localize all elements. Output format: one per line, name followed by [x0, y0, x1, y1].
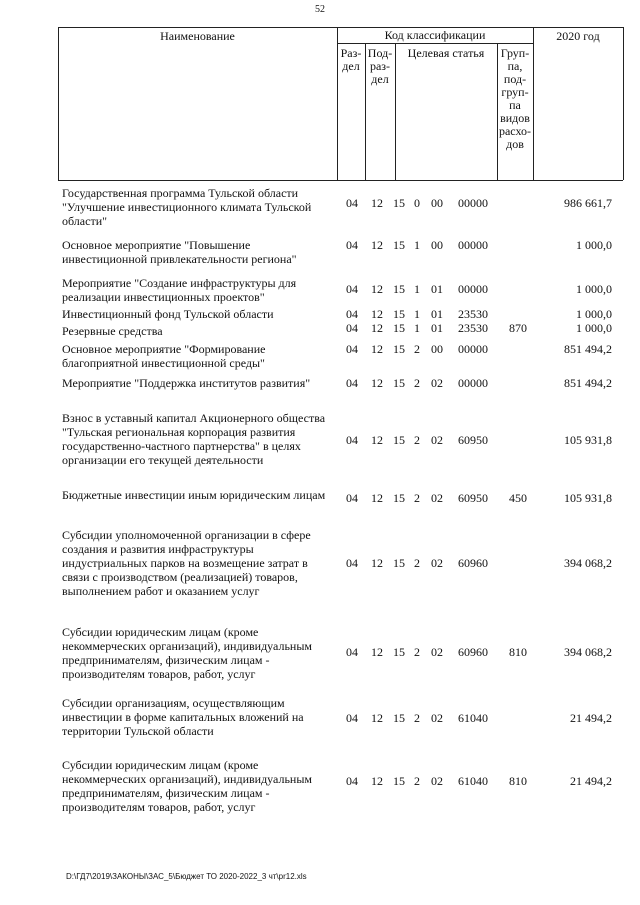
- row-code-c2: 2: [414, 491, 420, 505]
- header-razdel: Раз- дел: [340, 46, 362, 73]
- row-code-rz: 04: [346, 645, 358, 659]
- row-name: Мероприятие "Создание инфраструктуры для реализации инвестиционных проектов": [62, 276, 297, 304]
- row-code-rz: 04: [346, 376, 358, 390]
- row-name: Субсидии организациям, осуществляющим инвестиции в форме капитальных вложений на территории Тульской области: [62, 696, 304, 738]
- row-code-pr: 12: [371, 307, 383, 321]
- row-code-pr: 12: [371, 645, 383, 659]
- row-name: Резервные средства: [62, 324, 163, 338]
- row-code-c3: 02: [431, 376, 443, 390]
- row-code-rz: 04: [346, 307, 358, 321]
- row-code-pr: 12: [371, 321, 383, 335]
- row-name: Государственная программа Тульской области "Улучшение инвестиционного климата Тульской области": [62, 186, 312, 228]
- header-year: 2020 год: [556, 29, 600, 43]
- row-code-rz: 04: [346, 433, 358, 447]
- row-code-c2: 1: [414, 238, 420, 252]
- row-code-c3: 01: [431, 282, 443, 296]
- row-code-pr: 12: [371, 491, 383, 505]
- row-code-c4: 00000: [458, 238, 488, 252]
- row-code-pr: 12: [371, 711, 383, 725]
- row-amount: 1 000,0: [576, 321, 612, 335]
- group-col-divider: [533, 27, 534, 180]
- row-amount: 1 000,0: [576, 282, 612, 296]
- row-amount: 105 931,8: [564, 491, 612, 505]
- row-code-rz: 04: [346, 238, 358, 252]
- row-code-c1: 15: [393, 196, 405, 210]
- row-code-rz: 04: [346, 491, 358, 505]
- page-number: 52: [315, 4, 325, 15]
- row-code-c2: 1: [414, 307, 420, 321]
- row-amount: 394 068,2: [564, 645, 612, 659]
- row-code-c1: 15: [393, 711, 405, 725]
- row-name: Взнос в уставный капитал Акционерного общества "Тульская региональная корпорация развития государственно-частного партнерства" в целях организации его текущей деятельности: [62, 411, 326, 467]
- row-code-rz: 04: [346, 711, 358, 725]
- row-code-c1: 15: [393, 774, 405, 788]
- row-code-c2: 0: [414, 196, 420, 210]
- table-header: [58, 27, 623, 180]
- row-code-c4: 00000: [458, 282, 488, 296]
- row-name: Субсидии уполномоченной организации в сфере создания и развития инфраструктуры индустриальных парков на возмещение затрат в связи с производством (реализацией) товаров, выполнением работ и оказанием услуг: [62, 528, 311, 598]
- row-code-rz: 04: [346, 282, 358, 296]
- file-path-footer: D:\ГД7\2019\ЗАКОНЫ\ЗАС_5\Бюджет ТО 2020-2022_3 чт\pr12.xls: [66, 872, 307, 881]
- row-code-c4: 23530: [458, 307, 488, 321]
- row-amount: 21 494,2: [570, 774, 612, 788]
- row-code-c3: 02: [431, 433, 443, 447]
- row-name: Субсидии юридическим лицам (кроме некоммерческих организаций), индивидуальным предпринимателям, физическим лицам - производителям товаров, работ, услуг: [62, 758, 312, 814]
- row-code-rz: 04: [346, 774, 358, 788]
- row-name: Субсидии юридическим лицам (кроме некоммерческих организаций), индивидуальным предпринимателям, физическим лицам - производителям товаров, работ, услуг: [62, 625, 312, 681]
- row-code-c1: 15: [393, 342, 405, 356]
- row-code-pr: 12: [371, 196, 383, 210]
- row-amount: 105 931,8: [564, 433, 612, 447]
- row-amount: 986 661,7: [564, 196, 612, 210]
- row-code-rz: 04: [346, 342, 358, 356]
- header-bottom-border: [58, 180, 623, 181]
- code-group-divider: [337, 43, 533, 44]
- row-code-c2: 1: [414, 321, 420, 335]
- row-code-c1: 15: [393, 282, 405, 296]
- row-code-c1: 15: [393, 321, 405, 335]
- row-code-c2: 2: [414, 774, 420, 788]
- row-code-c4: 60950: [458, 491, 488, 505]
- row-code-pr: 12: [371, 774, 383, 788]
- row-code-c3: 00: [431, 196, 443, 210]
- row-code-c2: 2: [414, 342, 420, 356]
- row-code-c3: 02: [431, 774, 443, 788]
- row-code-c2: 2: [414, 433, 420, 447]
- row-code-c2: 2: [414, 711, 420, 725]
- row-code-c4: 00000: [458, 196, 488, 210]
- row-code-c4: 61040: [458, 711, 488, 725]
- row-amount: 851 494,2: [564, 342, 612, 356]
- row-code-pr: 12: [371, 556, 383, 570]
- row-amount: 394 068,2: [564, 556, 612, 570]
- row-code-c1: 15: [393, 307, 405, 321]
- row-code-c2: 2: [414, 556, 420, 570]
- row-code-c3: 01: [431, 307, 443, 321]
- row-code-c1: 15: [393, 645, 405, 659]
- row-code-c4: 60960: [458, 556, 488, 570]
- row-code-pr: 12: [371, 433, 383, 447]
- left-border: [58, 27, 59, 180]
- row-name: Основное мероприятие "Повышение инвестиционной привлекательности региона": [62, 238, 297, 266]
- row-code-c4: 00000: [458, 342, 488, 356]
- row-code-c2: 2: [414, 376, 420, 390]
- row-code-pr: 12: [371, 238, 383, 252]
- row-code-c3: 02: [431, 645, 443, 659]
- header-top-border: [58, 27, 623, 28]
- row-amount: 851 494,2: [564, 376, 612, 390]
- row-code-vr: 870: [509, 321, 527, 335]
- row-code-vr: 810: [509, 774, 527, 788]
- row-amount: 1 000,0: [576, 238, 612, 252]
- row-name: Мероприятие "Поддержка институтов развития": [62, 376, 311, 390]
- row-code-rz: 04: [346, 196, 358, 210]
- row-code-c4: 00000: [458, 376, 488, 390]
- row-code-c4: 60960: [458, 645, 488, 659]
- row-code-c2: 1: [414, 282, 420, 296]
- row-amount: 21 494,2: [570, 711, 612, 725]
- row-code-pr: 12: [371, 342, 383, 356]
- row-code-vr: 450: [509, 491, 527, 505]
- row-code-c4: 60950: [458, 433, 488, 447]
- row-code-c3: 02: [431, 711, 443, 725]
- row-code-vr: 810: [509, 645, 527, 659]
- row-code-pr: 12: [371, 282, 383, 296]
- row-code-c1: 15: [393, 556, 405, 570]
- row-name: Инвестиционный фонд Тульской области: [62, 307, 274, 321]
- row-name: Основное мероприятие "Формирование благоприятной инвестиционной среды": [62, 342, 266, 370]
- row-code-c3: 01: [431, 321, 443, 335]
- header-podrazdel: Под- раз- дел: [367, 46, 393, 86]
- row-code-c3: 00: [431, 342, 443, 356]
- row-code-c1: 15: [393, 433, 405, 447]
- row-code-c2: 2: [414, 645, 420, 659]
- header-code: Код классификации: [384, 28, 486, 42]
- row-code-c3: 02: [431, 556, 443, 570]
- row-code-c1: 15: [393, 376, 405, 390]
- row-name: Бюджетные инвестиции иным юридическим лицам: [62, 488, 326, 502]
- row-code-rz: 04: [346, 556, 358, 570]
- row-code-c4: 61040: [458, 774, 488, 788]
- row-code-pr: 12: [371, 376, 383, 390]
- row-code-c4: 23530: [458, 321, 488, 335]
- row-amount: 1 000,0: [576, 307, 612, 321]
- right-border: [623, 27, 624, 180]
- podrazdel-col-divider: [395, 43, 396, 180]
- row-code-c3: 02: [431, 491, 443, 505]
- header-group: Груп- па, под- груп- па видов расхо- дов: [498, 46, 532, 151]
- row-code-rz: 04: [346, 321, 358, 335]
- header-name: Наименование: [160, 29, 235, 43]
- header-target: Целевая статья: [407, 46, 485, 60]
- row-code-c1: 15: [393, 238, 405, 252]
- row-code-c1: 15: [393, 491, 405, 505]
- row-code-c3: 00: [431, 238, 443, 252]
